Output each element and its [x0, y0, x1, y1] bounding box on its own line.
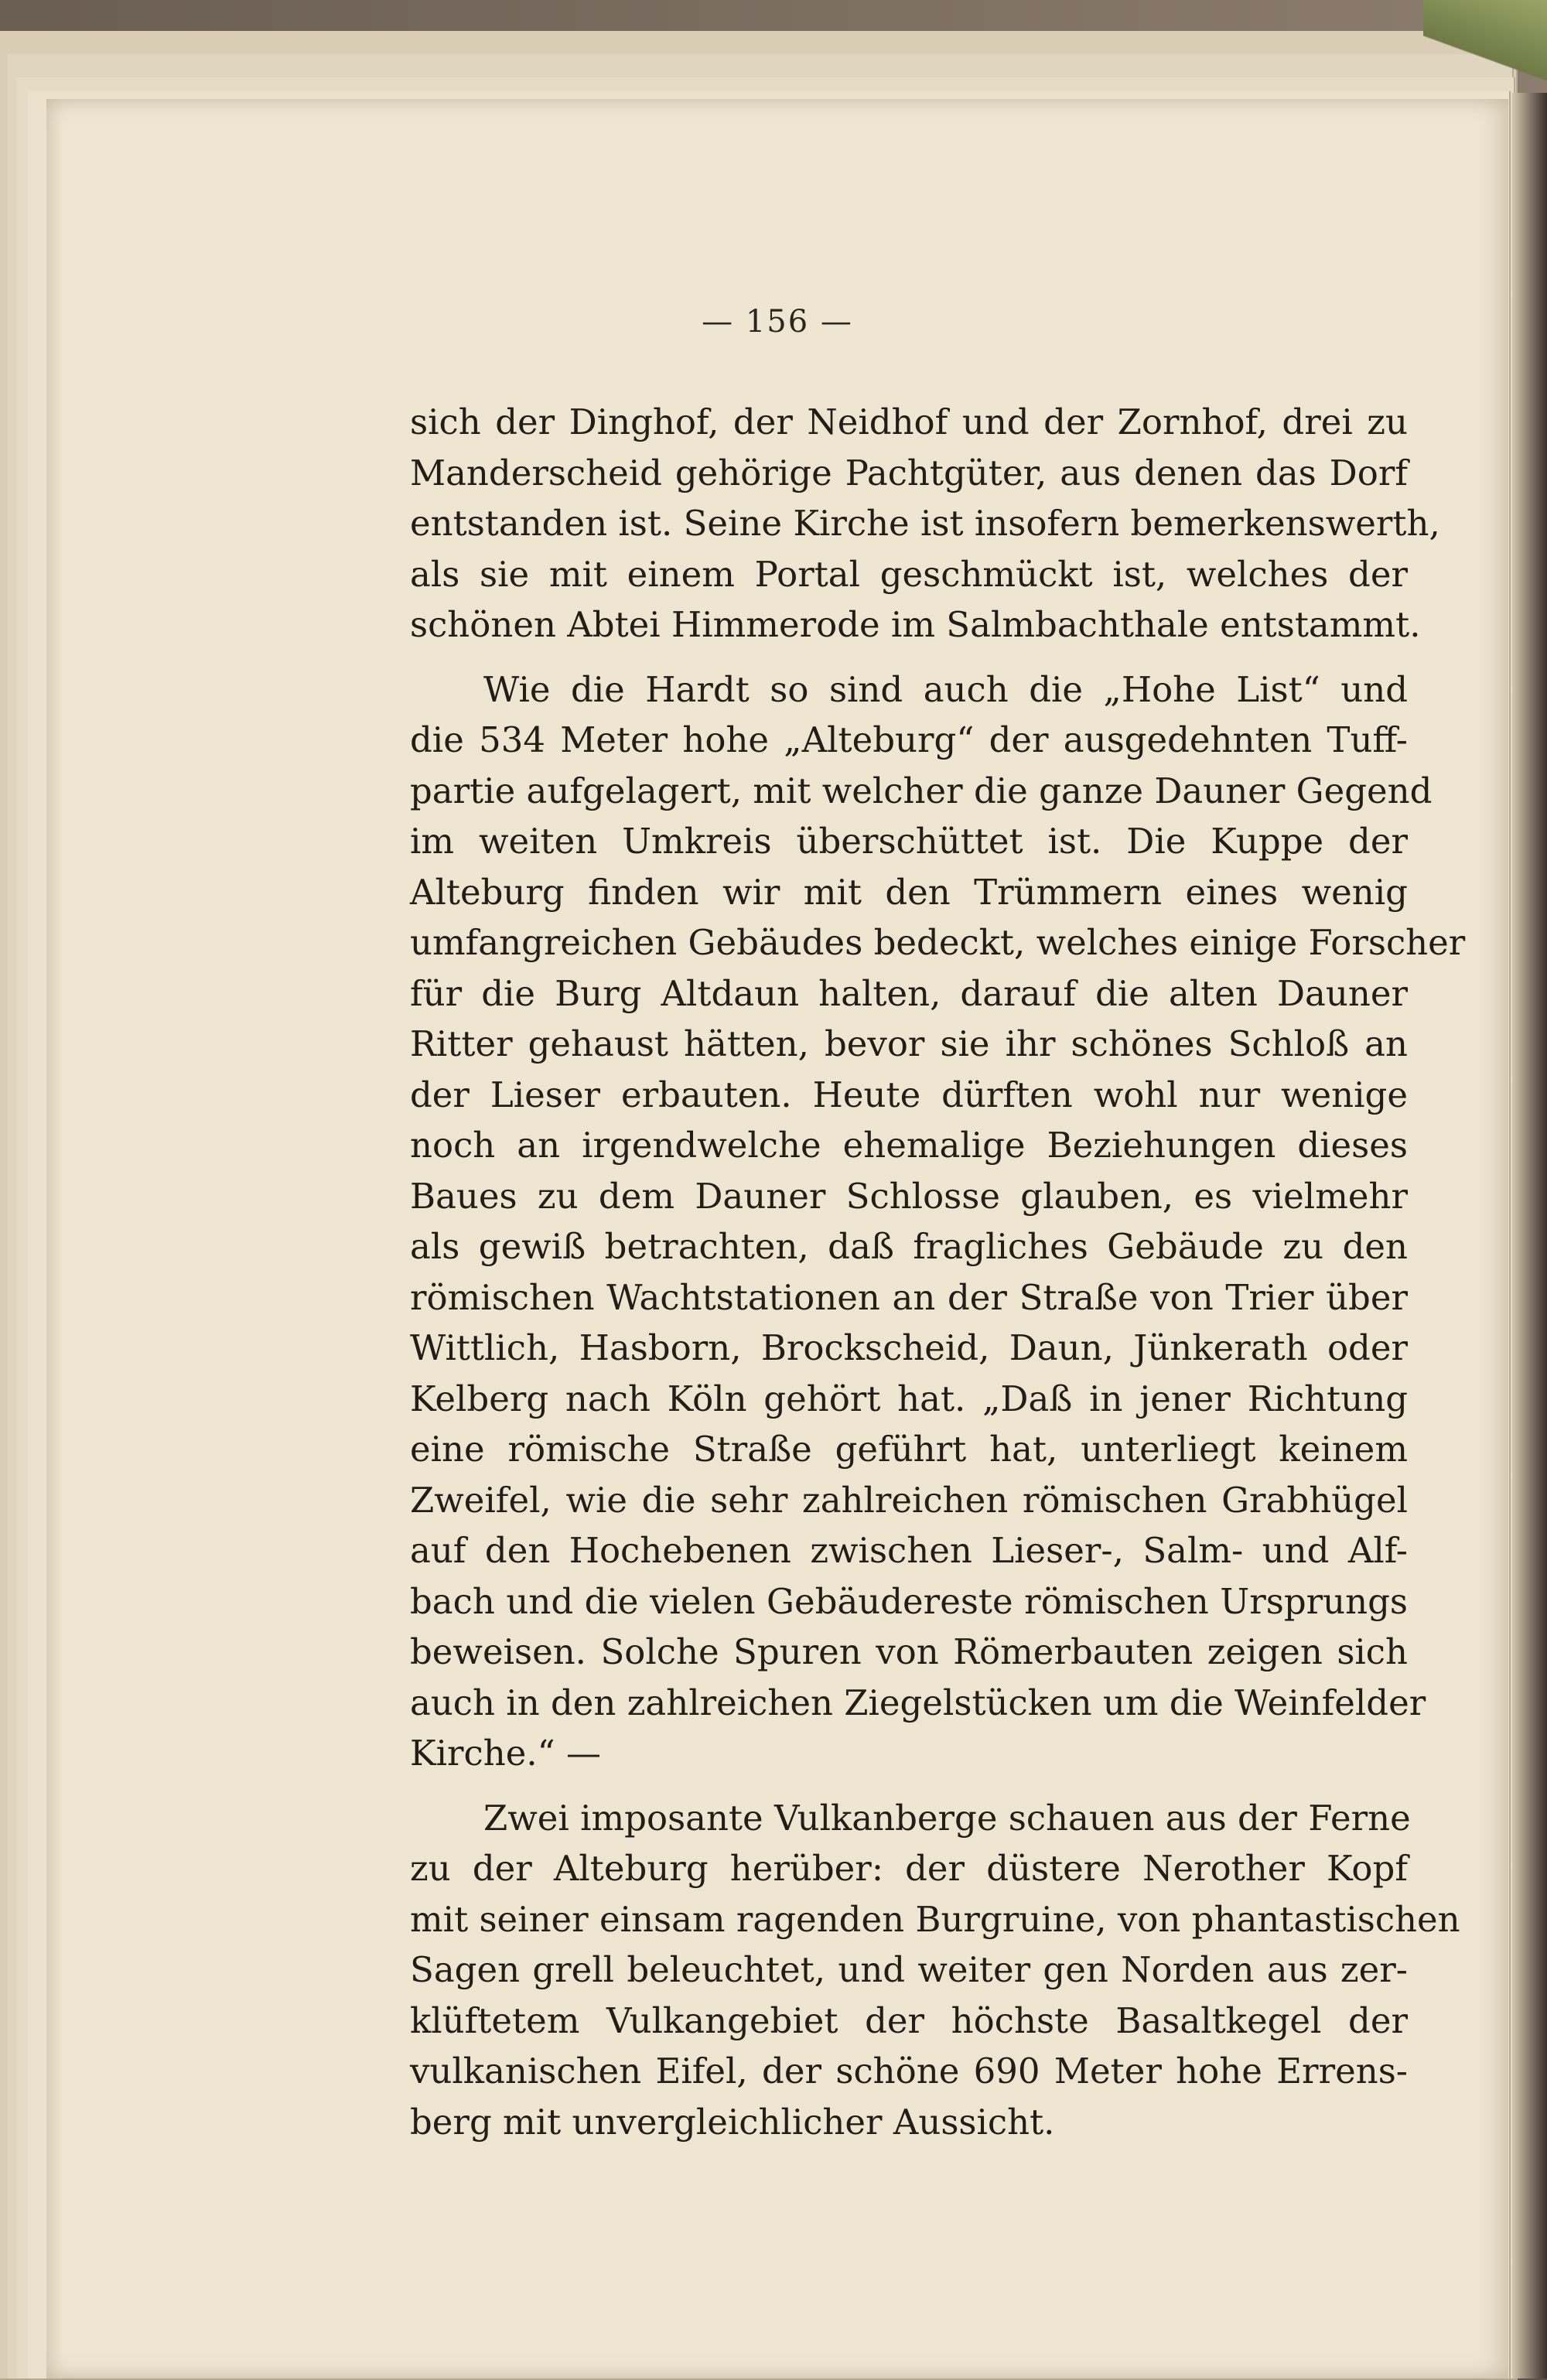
- text-line: berg mit unvergleichlicher Aussicht.: [410, 2101, 1055, 2143]
- paragraph-2: [410, 664, 1466, 1779]
- paragraph-3: [410, 1793, 1460, 2148]
- text-line: Ritter gehaust hätten, bevor sie ihr schönes Schloß an: [410, 1023, 1408, 1064]
- text-line: Zwei imposante Vulkanberge schauen aus der Ferne: [483, 1797, 1411, 1839]
- text-line: Sagen grell beleuchtet, und weiter gen Norden aus zer-: [410, 1949, 1408, 1990]
- text-line: mit seiner einsam ragenden Burgruine, von phantastischen: [410, 1898, 1460, 1940]
- text-line: Wittlich, Hasborn, Brockscheid, Daun, Jünkerath oder: [410, 1327, 1408, 1368]
- book-page: [46, 99, 1508, 2378]
- text-line: Baues zu dem Dauner Schlosse glauben, es vielmehr: [410, 1175, 1408, 1217]
- text-line: der Lieser erbauten. Heute dürften wohl nur wenige: [410, 1074, 1408, 1115]
- text-line: Kirche.“ —: [410, 1733, 601, 1774]
- text-line: für die Burg Altdaun halten, darauf die alten Dauner: [410, 972, 1408, 1014]
- text-line: als gewiß betrachten, daß fragliches Gebäude zu den: [410, 1226, 1408, 1267]
- page-number: — 156 —: [702, 304, 853, 340]
- book-spine-shadow: [1512, 93, 1547, 2378]
- text-line: Manderscheid gehörige Pachtgüter, aus denen das Dorf: [410, 452, 1408, 493]
- book-cover-corner: [1423, 0, 1547, 101]
- text-line: Alteburg finden wir mit den Trümmern eines wenig: [410, 871, 1408, 913]
- body-text: [410, 397, 1466, 2147]
- text-line: zu der Alteburg herüber: der düstere Nerother Kopf: [410, 1848, 1408, 1889]
- text-line: umfangreichen Gebäudes bedeckt, welches einige Forscher: [410, 922, 1466, 963]
- text-line: schönen Abtei Himmerode im Salmbachthale entstammt.: [410, 604, 1421, 645]
- text-line: auch in den zahlreichen Ziegelstücken um die Weinfelder: [410, 1682, 1426, 1723]
- text-line: vulkanischen Eifel, der schöne 690 Meter hohe Errens-: [410, 2050, 1408, 2091]
- text-line: Kelberg nach Köln gehört hat. „Daß in jener Richtung: [410, 1378, 1408, 1419]
- text-line: auf den Hochebenen zwischen Lieser-, Salm- und Alf-: [410, 1530, 1408, 1571]
- text-line: entstanden ist. Seine Kirche ist insofern bemerkenswerth,: [410, 503, 1440, 544]
- text-line: als sie mit einem Portal geschmückt ist, welches der: [410, 553, 1408, 595]
- text-line: beweisen. Solche Spuren von Römerbauten zeigen sich: [410, 1631, 1408, 1672]
- text-line: die 534 Meter hohe „Alteburg“ der ausgedehnten Tuff-: [410, 719, 1408, 760]
- text-line: klüftetem Vulkangebiet der höchste Basaltkegel der: [410, 1999, 1408, 2041]
- text-line: bach und die vielen Gebäudereste römischen Ursprungs: [410, 1580, 1408, 1622]
- text-line: römischen Wachtstationen an der Straße von Trier über: [410, 1276, 1408, 1318]
- text-line: noch an irgendwelche ehemalige Beziehungen dieses: [410, 1125, 1408, 1166]
- text-line: sich der Dinghof, der Neidhof und der Zornhof, drei zu: [410, 401, 1408, 442]
- text-line: eine römische Straße geführt hat, unterliegt keinem: [410, 1429, 1408, 1470]
- text-line: Zweifel, wie die sehr zahlreichen römischen Grabhügel: [410, 1479, 1408, 1521]
- text-line: Wie die Hardt so sind auch die „Hohe List“ und: [483, 668, 1408, 710]
- paragraph-1: [410, 397, 1440, 650]
- text-line: partie aufgelagert, mit welcher die ganze Dauner Gegend: [410, 770, 1433, 811]
- text-line: im weiten Umkreis überschüttet ist. Die Kuppe der: [410, 821, 1408, 862]
